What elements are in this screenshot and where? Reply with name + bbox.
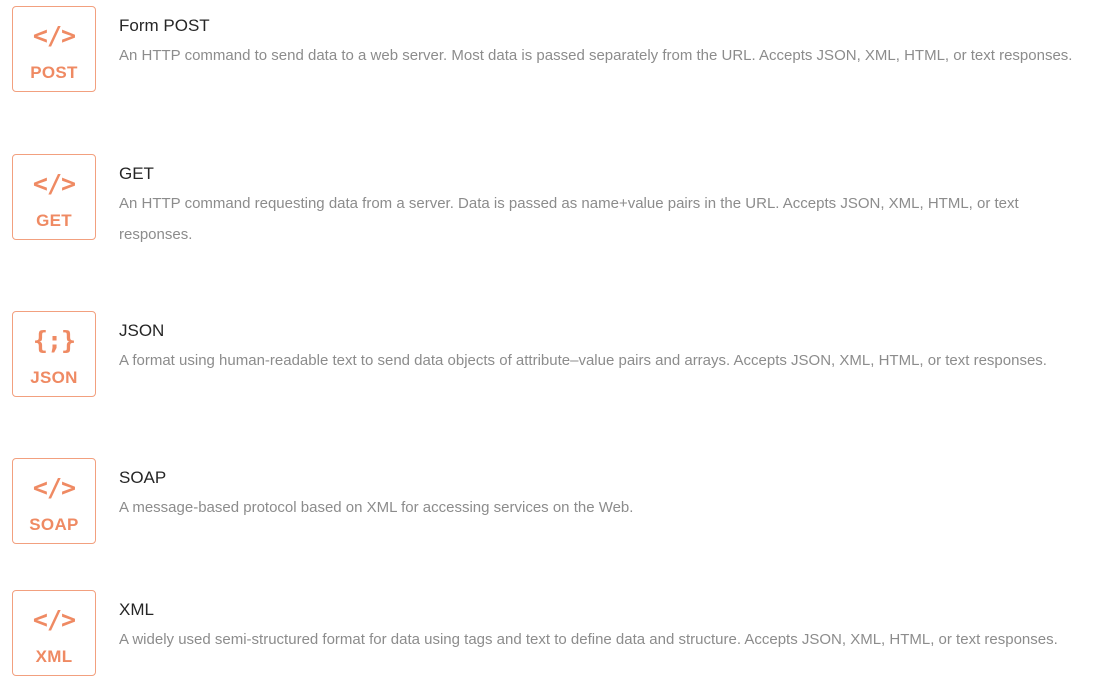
icon-badge-label: GET [36,211,72,230]
list-item-soap[interactable] [0,458,1116,568]
item-title[interactable]: JSON [119,321,165,340]
get-type-icon-box[interactable] [12,154,96,240]
item-description: An HTTP command to send data to a web server. Most data is passed separately from the URL. Accepts JSON, XML, HTML, or text responses. [119,47,1073,64]
list-item-json[interactable] [0,311,1116,421]
code-icon: </> [32,605,76,634]
code-icon: </> [32,21,76,50]
braces-icon: {;} [32,326,76,355]
list-item-xml[interactable] [0,590,1116,700]
post-type-icon-box[interactable] [12,6,96,92]
json-type-icon-box[interactable] [12,311,96,397]
item-title[interactable]: XML [119,600,154,619]
xml-type-icon-box[interactable] [12,590,96,676]
soap-type-icon-box[interactable] [12,458,96,544]
item-title[interactable]: GET [119,164,154,183]
code-icon: </> [32,169,76,198]
list-item-form-post[interactable] [0,6,1116,116]
list-item-get[interactable] [0,154,1116,264]
item-title[interactable]: Form POST [119,16,210,35]
icon-badge-label: XML [35,647,73,666]
code-icon: </> [32,473,76,502]
item-description: A message-based protocol based on XML for accessing services on the Web. [119,499,634,516]
icon-badge-label: SOAP [29,515,79,534]
icon-badge-label: POST [30,63,78,82]
item-description: A format using human-readable text to send data objects of attribute–value pairs and arrays. Accepts JSON, XML, HTML, or text responses. [119,352,1047,369]
item-description: An HTTP command requesting data from a server. Data is passed as name+value pairs in the URL. Accepts JSON, XML, HTML, or text responses. [119,195,1019,243]
item-description: A widely used semi-structured format for data using tags and text to define data and structure. Accepts JSON, XML, HTML, or text responses. [119,631,1058,648]
icon-badge-label: JSON [30,368,78,387]
item-title[interactable]: SOAP [119,468,167,487]
